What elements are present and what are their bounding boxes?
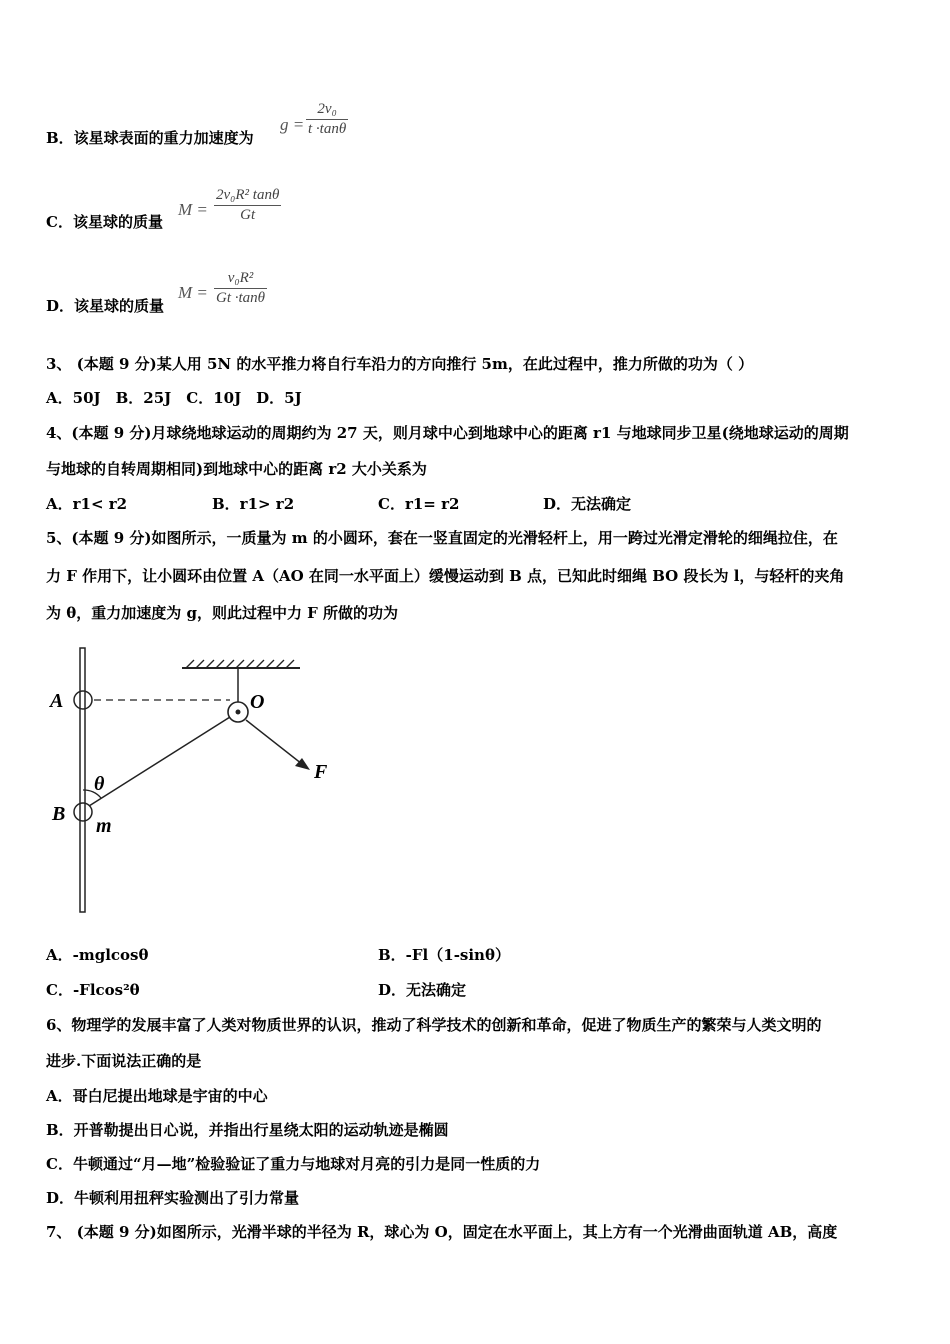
rope-of bbox=[246, 720, 302, 764]
q2-option-d-fraction bbox=[214, 270, 267, 307]
q3-stem: 3、 (本题 9 分)某人用 5N 的水平推力将自行车沿力的方向推行 5m，在此过程中，推力所做的功为（ ） bbox=[46, 355, 754, 373]
q5-option-d: D．无法确定 bbox=[378, 981, 467, 999]
label-b: B bbox=[52, 803, 66, 825]
q5-stem-line2: 力 F 作用下，让小圆环由位置 A（AO 在同一水平面上）缓慢运动到 B 点，已知此时细绳 BO 段长为 l，与轻杆的夹角 bbox=[46, 567, 845, 585]
label-theta: θ bbox=[94, 773, 105, 795]
q2-option-c-denominator: Gt bbox=[240, 207, 256, 223]
q5-option-b: B．-Fl（1-sinθ） bbox=[378, 946, 510, 964]
q2-option-c-label: C．该星球的质量 bbox=[46, 213, 163, 231]
q6-stem-line2: 进步.下面说法正确的是 bbox=[46, 1052, 202, 1070]
q6-option-a: A．哥白尼提出地球是宇宙的中心 bbox=[46, 1087, 268, 1105]
q6-option-c: C．牛顿通过“月—地”检验验证了重力与地球对月亮的引力是同一性质的力 bbox=[46, 1155, 541, 1173]
q6-option-d: D．牛顿利用扭秤实验测出了引力常量 bbox=[46, 1189, 300, 1207]
q2-option-d-denominator: Gt ·tanθ bbox=[216, 290, 266, 306]
q5-option-a: A．-mglcosθ bbox=[46, 946, 149, 964]
q3-options: A．50J B．25J C．10J D．5J bbox=[46, 389, 302, 407]
q2-option-b-fraction bbox=[306, 101, 348, 138]
q2-option-c-numerator: 2v₀R² tanθ bbox=[216, 187, 280, 203]
q4-option-c: C．r1= r2 bbox=[378, 495, 460, 513]
label-a: A bbox=[50, 690, 64, 712]
pulley-axle bbox=[236, 710, 241, 715]
q2-option-d-label: D．该星球的质量 bbox=[46, 297, 165, 315]
q2-option-b-denominator: t ·tanθ bbox=[308, 121, 347, 137]
label-m: m bbox=[96, 815, 112, 837]
label-o: O bbox=[250, 691, 265, 713]
q5-figure-diagram bbox=[40, 640, 340, 920]
q2-option-b-numerator: 2v₀ bbox=[317, 101, 337, 117]
ceiling-hatch bbox=[186, 660, 294, 668]
q2-option-b-label: B．该星球表面的重力加速度为 bbox=[46, 129, 254, 147]
label-f: F bbox=[314, 761, 328, 783]
q2-option-d-numerator: v₀R² bbox=[227, 270, 254, 286]
q5-option-c: C．-Flcos²θ bbox=[46, 981, 140, 999]
q4-option-b: B．r1> r2 bbox=[212, 495, 295, 513]
q4-stem-line1: 4、(本题 9 分)月球绕地球运动的周期约为 27 天，则月球中心到地球中心的距离 r1 与地球同步卫星(绕地球运动的周期 bbox=[46, 424, 849, 442]
q2-option-d-lhs: M = bbox=[178, 283, 208, 302]
q5-stem-line3: 为 θ，重力加速度为 g，则此过程中力 F 所做的功为 bbox=[46, 604, 399, 622]
q2-option-c-fraction bbox=[214, 187, 281, 224]
q6-stem-line1: 6、物理学的发展丰富了人类对物质世界的认识，推动了科学技术的创新和革命，促进了物质生产的繁荣与人类文明的 bbox=[46, 1016, 822, 1034]
q7-stem-line1: 7、 (本题 9 分)如图所示，光滑半球的半径为 R，球心为 O，固定在水平面上，其上方有一个光滑曲面轨道 AB，高度 bbox=[46, 1223, 838, 1241]
q4-option-d: D．无法确定 bbox=[543, 495, 632, 513]
vertical-rod bbox=[80, 648, 85, 912]
q2-option-b-lhs: g = bbox=[280, 115, 305, 134]
q2-option-c-lhs: M = bbox=[178, 200, 208, 219]
q5-stem-line1: 5、(本题 9 分)如图所示，一质量为 m 的小圆环，套在一竖直固定的光滑轻杆上，用一跨过光滑定滑轮的细绳拉住，在 bbox=[46, 529, 838, 547]
q4-stem-line2: 与地球的自转周期相同)到地球中心的距离 r2 大小关系为 bbox=[46, 460, 427, 478]
q4-option-a: A．r1< r2 bbox=[46, 495, 128, 513]
rope-bo bbox=[89, 717, 230, 806]
q6-option-b: B．开普勒提出日心说，并指出行星绕太阳的运动轨迹是椭圆 bbox=[46, 1121, 449, 1139]
